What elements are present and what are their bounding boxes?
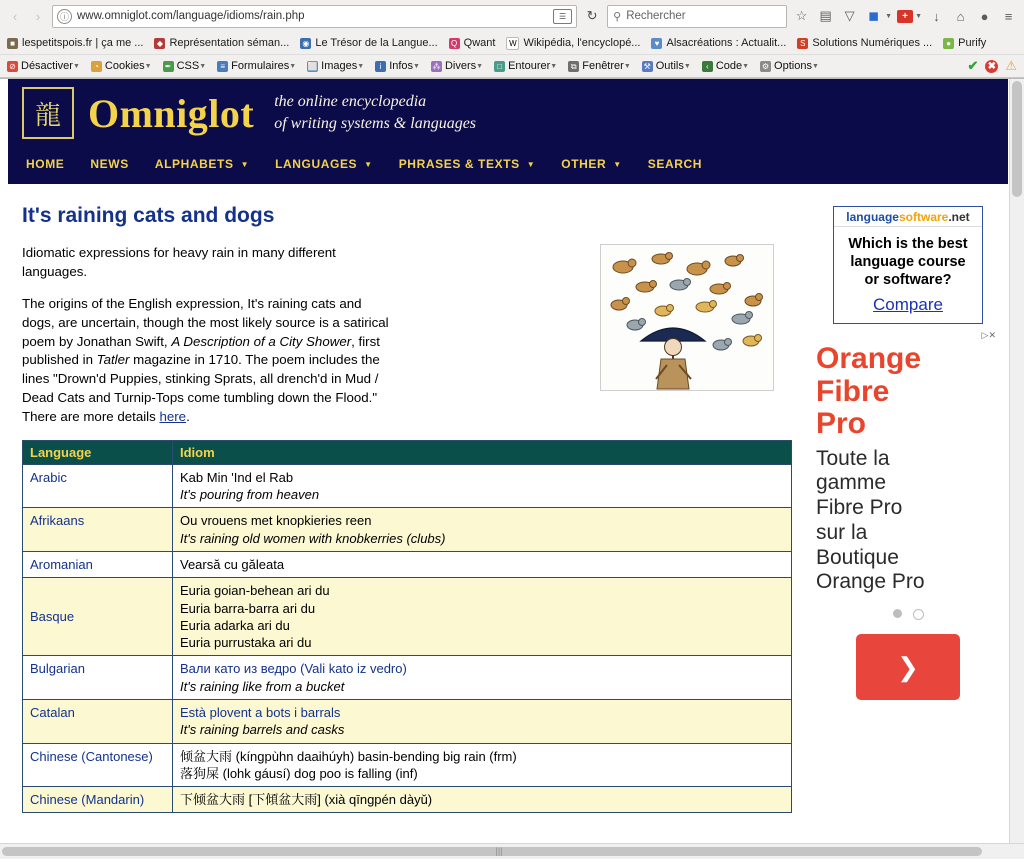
- table-row: [23, 578, 792, 656]
- devbar-label: Options: [774, 60, 812, 72]
- search-bar[interactable]: [607, 5, 787, 28]
- nav-label: LANGUAGES: [275, 157, 358, 171]
- devbar-item-cookies[interactable]: ◔ Cookies ▼: [91, 60, 152, 72]
- para2-part-c: magazine in 1710. The poem includes the lines "Drown'd Puppies, stinking Sprats, all drench'd in Mud / Dead Cats and Turnip-Tops come tumbling down the Flood." There are more details: [22, 352, 380, 424]
- language-link[interactable]: Afrikaans: [30, 513, 85, 529]
- idioms-table: [22, 440, 792, 814]
- intro-paragraph-2: [22, 295, 392, 427]
- devbar-item-resize[interactable]: ⧉ Fenêtrer ▼: [568, 60, 631, 72]
- language-cell: [23, 552, 173, 578]
- idiom-cell: [173, 743, 792, 787]
- site-header: [8, 79, 1008, 147]
- validation-warning-icon[interactable]: ⚠: [1005, 58, 1017, 73]
- browser-toolbar: [0, 0, 1024, 32]
- browser-chrome: [0, 0, 1024, 79]
- idiom-line: 落狗屎 (lohk gáusí) dog poo is falling (inf): [180, 765, 418, 781]
- idiom-line: It's raining old women with knobkerries (clubs): [180, 530, 446, 546]
- bookmark-label: Wikipédia, l'encyclopé...: [523, 37, 641, 49]
- devbar-item-misc[interactable]: ⁂ Divers ▼: [432, 60, 484, 72]
- devbar-label: Fenêtrer: [582, 60, 624, 72]
- omniglot-page: [8, 79, 1008, 844]
- images-icon: ⬜: [307, 61, 318, 71]
- idiom-line: Euria purrustaka ari du: [180, 635, 312, 651]
- idiom-line: Euria barra-barra ari du: [180, 600, 316, 616]
- page-title: It's raining cats and dogs: [22, 204, 275, 227]
- devbar-item-tools[interactable]: ⚒ Outils ▼: [643, 60, 691, 72]
- column-header-idiom: Idiom: [173, 440, 792, 464]
- bookmark-item[interactable]: [797, 37, 932, 49]
- ad-brand-bar: [834, 207, 982, 227]
- para2-end: .: [186, 409, 190, 424]
- nav-item-search[interactable]: [648, 157, 702, 171]
- outline-icon: □: [494, 61, 505, 72]
- menu-icon[interactable]: ≡: [1004, 8, 1013, 24]
- language-cell: [23, 578, 173, 656]
- devbar-item-disable[interactable]: ⊘ Désactiver ▼: [7, 60, 80, 72]
- options-icon: ⚙: [761, 61, 770, 71]
- table-row: [23, 464, 792, 508]
- bookmark-label: Solutions Numériques ...: [812, 37, 933, 49]
- devbar-item-css[interactable]: ✒ CSS ▼: [163, 60, 207, 72]
- language-link[interactable]: Aromanian: [30, 557, 93, 572]
- devbar-item-forms[interactable]: ≡ Formulaires ▼: [217, 60, 296, 72]
- horizontal-scrollbar[interactable]: [0, 843, 1024, 859]
- bookmark-item[interactable]: [300, 37, 437, 49]
- nav-item-languages[interactable]: [275, 157, 373, 171]
- bookmark-item[interactable]: [154, 37, 289, 49]
- chat-icon[interactable]: ●: [980, 8, 989, 24]
- idiom-line: Vearsă cu găleata: [180, 557, 285, 572]
- nav-label: PHRASES & TEXTS: [398, 157, 520, 171]
- idiom-line: Euria adarka ari du: [180, 617, 290, 633]
- bookmark-item[interactable]: [7, 37, 143, 49]
- bookmark-label: Purify: [958, 37, 987, 49]
- nav-label: ALPHABETS: [154, 157, 234, 171]
- bookmark-label: Alsacréations : Actualit...: [666, 37, 787, 49]
- bookmark-item[interactable]: [449, 37, 496, 49]
- idiom-cell: [173, 464, 792, 508]
- ad-headline: [834, 227, 982, 293]
- language-cell: [23, 787, 173, 813]
- devbar-label: Entourer: [508, 60, 551, 72]
- idiom-line: It's pouring from heaven: [180, 487, 320, 503]
- language-link[interactable]: Catalan: [30, 704, 75, 720]
- idiom-cell: [173, 787, 792, 813]
- orange-body-line-3: Fibre Pro: [816, 496, 903, 520]
- devbar-status: [967, 58, 1017, 74]
- info-icon: i: [375, 61, 386, 72]
- illustration-svg: [601, 245, 773, 390]
- misc-icon: ⁂: [432, 61, 441, 71]
- css-icon: ✒: [163, 61, 174, 72]
- validation-error-icon[interactable]: ✖: [985, 60, 998, 73]
- language-link[interactable]: Arabic: [30, 469, 67, 485]
- bookmark-favicon: ●: [943, 38, 954, 49]
- nav-label: OTHER: [561, 157, 607, 171]
- column-header-language: Language: [23, 440, 173, 464]
- ad-headline-line-1: Which is the best: [848, 236, 968, 252]
- sidebar-ads: [808, 200, 1008, 813]
- orange-body-line-6: Orange Pro: [816, 570, 925, 594]
- devbar-label: Images: [321, 60, 358, 72]
- language-link[interactable]: Bulgarian: [30, 661, 85, 677]
- bookmark-star-icon[interactable]: ☆: [795, 8, 808, 23]
- bookmark-label: Représentation séman...: [169, 37, 290, 49]
- language-cell: [23, 464, 173, 508]
- devbar-label: Infos: [389, 60, 414, 72]
- here-link[interactable]: here: [159, 409, 187, 424]
- downloads-icon[interactable]: ↓: [933, 8, 940, 24]
- orange-body-line-4: sur la: [816, 520, 868, 544]
- search-input[interactable]: Rechercher: [626, 10, 686, 22]
- para2-part-b: , first published in: [22, 333, 380, 368]
- language-software-ad[interactable]: [833, 206, 983, 324]
- nav-item-other[interactable]: [561, 157, 622, 171]
- table-header-row: [23, 440, 792, 464]
- bookmark-favicon: W: [506, 37, 519, 50]
- nav-item-phrases-texts[interactable]: [399, 157, 536, 171]
- address-bar[interactable]: [52, 5, 577, 28]
- reader-mode-icon[interactable]: ☰: [553, 9, 572, 24]
- intro-section: [22, 244, 794, 427]
- scrollbar-grip-icon: |||: [495, 846, 503, 856]
- brand-mid: software: [898, 210, 949, 224]
- brand-prefix: language: [846, 210, 899, 224]
- bookmark-favicon: Q: [449, 38, 460, 49]
- language-cell: [23, 699, 173, 743]
- idiom-line: It's raining barrels and casks: [180, 722, 345, 738]
- ad-compare-link[interactable]: Compare: [873, 295, 943, 315]
- devbar-label: CSS: [176, 60, 200, 72]
- cookies-icon: ◔: [91, 61, 102, 72]
- url-text: www.omniglot.com/language/idioms/rain.php: [77, 10, 305, 22]
- ad-brand-name: [846, 210, 969, 224]
- language-cell: [23, 508, 173, 552]
- idiom-line[interactable]: Вали като из ведро (Vali kato iz vedro): [180, 661, 407, 677]
- devbar-item-info[interactable]: i Infos ▼: [375, 60, 420, 72]
- orange-ad-title-2: Fibre: [816, 374, 890, 408]
- language-link[interactable]: Chinese (Cantonese): [30, 748, 153, 764]
- table-row: [23, 787, 792, 813]
- site-info-icon[interactable]: ⓘ: [57, 9, 72, 24]
- devbar-item-images[interactable]: ⬜ Images ▼: [307, 60, 365, 72]
- bookmark-favicon: ◉: [300, 38, 311, 49]
- devbar-label: Formulaires: [231, 60, 290, 72]
- search-icon: ⚲: [613, 10, 622, 23]
- forms-icon: ≡: [217, 61, 228, 72]
- site-tagline: [268, 91, 476, 134]
- nav-label: NEWS: [90, 157, 129, 171]
- nav-item-news[interactable]: [90, 157, 128, 171]
- tagline-line-1: the online encyclopedia: [274, 93, 427, 111]
- idiom-line: It's raining like from a bucket: [180, 678, 345, 694]
- main-column: [8, 200, 808, 813]
- language-cell: [23, 656, 173, 700]
- chevron-down-icon: ▼: [364, 159, 373, 169]
- orange-ad-title-3: Pro: [816, 407, 867, 441]
- library-icon[interactable]: ▤: [819, 8, 832, 23]
- table-row: [23, 743, 792, 787]
- language-link[interactable]: Chinese (Mandarin): [30, 792, 145, 808]
- language-cell: [23, 743, 173, 787]
- bookmark-favicon: ■: [7, 38, 18, 49]
- carousel-dot-1[interactable]: [893, 609, 902, 618]
- nav-item-alphabets[interactable]: [155, 157, 249, 171]
- idiom-line: Euria goian-behean ari du: [180, 583, 330, 599]
- home-icon[interactable]: ⌂: [956, 8, 965, 24]
- ad-next-button[interactable]: ❯: [856, 634, 960, 700]
- orange-body-line-1: Toute la: [816, 446, 890, 470]
- pocket-icon[interactable]: ▽: [844, 8, 855, 23]
- bookmark-label: Qwant: [463, 37, 496, 49]
- devbar-item-code[interactable]: ‹ Code ▼: [702, 60, 749, 72]
- devbar-label: Code: [715, 60, 743, 72]
- disable-icon: ⊘: [7, 61, 18, 72]
- nav-label: HOME: [26, 157, 65, 171]
- idiom-line: 倾盆大雨 (kíngpùhn daaihúyh) basin-bending big rain (frm): [180, 748, 517, 764]
- bookmark-label: lespetitspois.fr | ça me ...: [22, 37, 144, 49]
- chevron-down-icon: ▼: [240, 159, 250, 169]
- language-link[interactable]: Basque: [30, 609, 75, 625]
- table-row: [23, 552, 792, 578]
- idiom-cell: [173, 552, 792, 578]
- table-row: [23, 699, 792, 743]
- bookmarks-bar: [0, 32, 1024, 55]
- para2-part-a: The origins of the English expression, It's raining cats and dogs, are uncertain, though the most likely source is a satirical poem by Jonathan Swift,: [22, 295, 389, 349]
- site-name[interactable]: Omniglot: [88, 90, 255, 136]
- ad-carousel-dots: [816, 595, 1000, 620]
- vertical-scrollbar[interactable]: [1009, 79, 1024, 844]
- horizontal-scrollbar-thumb[interactable]: [2, 847, 982, 856]
- main-navigation: [8, 147, 1008, 184]
- validation-ok-icon[interactable]: ✔: [967, 58, 979, 73]
- bookmark-item[interactable]: [651, 37, 786, 49]
- code-icon: ‹: [702, 61, 713, 72]
- orange-ad-title-1: Orange: [816, 342, 922, 376]
- orange-body-line-5: Boutique: [816, 545, 899, 569]
- bookmark-item[interactable]: [506, 37, 640, 50]
- back-button[interactable]: ‹: [12, 8, 18, 24]
- idiom-cell: [173, 656, 792, 700]
- page-viewport: [0, 79, 1024, 859]
- nav-label: SEARCH: [647, 157, 703, 171]
- idiom-cell: [173, 508, 792, 552]
- chevron-down-icon-2[interactable]: ▼: [915, 12, 922, 20]
- chevron-down-icon: ▼: [526, 159, 536, 169]
- intro-paragraph-1: Idiomatic expressions for heavy rain in many different languages.: [22, 245, 336, 279]
- bookmark-label: Le Trésor de la Langue...: [315, 37, 438, 49]
- brand-suffix: .net: [948, 210, 970, 224]
- content-area: [8, 184, 1008, 813]
- devbar-label: Désactiver: [21, 60, 73, 72]
- idiom-line[interactable]: Està plovent a bots i barrals: [180, 704, 341, 720]
- idiom-cell: [173, 699, 792, 743]
- devbar-item-options[interactable]: ⚙ Options ▼: [761, 60, 819, 72]
- bookmark-favicon: S: [797, 38, 808, 49]
- ad-headline-line-2: language course: [850, 254, 966, 271]
- ad-headline-line-3: or software?: [864, 272, 952, 289]
- vertical-scrollbar-thumb[interactable]: [1012, 81, 1022, 197]
- omniglot-logo-icon[interactable]: 龍: [22, 87, 74, 139]
- para2-title-1: A Description of a City Shower: [171, 333, 352, 349]
- devbar-label: Cookies: [104, 60, 145, 72]
- table-row: [23, 508, 792, 552]
- reload-button[interactable]: ↻: [586, 8, 598, 23]
- bookmark-favicon: ◆: [154, 38, 165, 49]
- idiom-line: 下倾盆大雨 [下傾盆大雨] (xià qīngpén dàyǔ): [180, 792, 433, 808]
- chevron-down-icon: ▼: [613, 159, 622, 169]
- ad-choices-icon[interactable]: ▷✕: [981, 330, 996, 341]
- idiom-cell: [173, 578, 792, 656]
- orange-body-line-2: gamme: [816, 471, 887, 495]
- bookmark-favicon: ♥: [651, 38, 662, 49]
- para2-title-2: Tatler: [96, 352, 130, 368]
- resize-icon: ⧉: [568, 61, 579, 72]
- devbar-item-outline[interactable]: □ Entourer ▼: [494, 60, 557, 72]
- web-developer-toolbar: [0, 55, 1024, 78]
- devbar-label: Outils: [655, 60, 684, 72]
- tools-icon: ⚒: [643, 61, 651, 71]
- chevron-down-icon[interactable]: ▼: [885, 12, 893, 20]
- bookmark-item[interactable]: [943, 37, 986, 49]
- idiom-line: Kab Min 'Ind el Rab: [180, 469, 294, 485]
- forward-button[interactable]: ›: [35, 8, 41, 24]
- carousel-dot-2[interactable]: [913, 609, 924, 620]
- devbar-label: Divers: [444, 60, 477, 72]
- orange-ad-body: [816, 441, 1000, 596]
- translate-flag-icon[interactable]: +: [897, 10, 913, 23]
- table-row: [23, 656, 792, 700]
- orange-fibre-ad[interactable]: [808, 341, 1008, 700]
- tagline-line-2: of writing systems & languages: [274, 115, 477, 132]
- cats-and-dogs-illustration: [600, 244, 774, 391]
- sync-save-icon[interactable]: ◼: [868, 8, 880, 23]
- idiom-line: Ou vrouens met knopkieries reen: [180, 513, 372, 529]
- nav-item-home[interactable]: [26, 157, 64, 171]
